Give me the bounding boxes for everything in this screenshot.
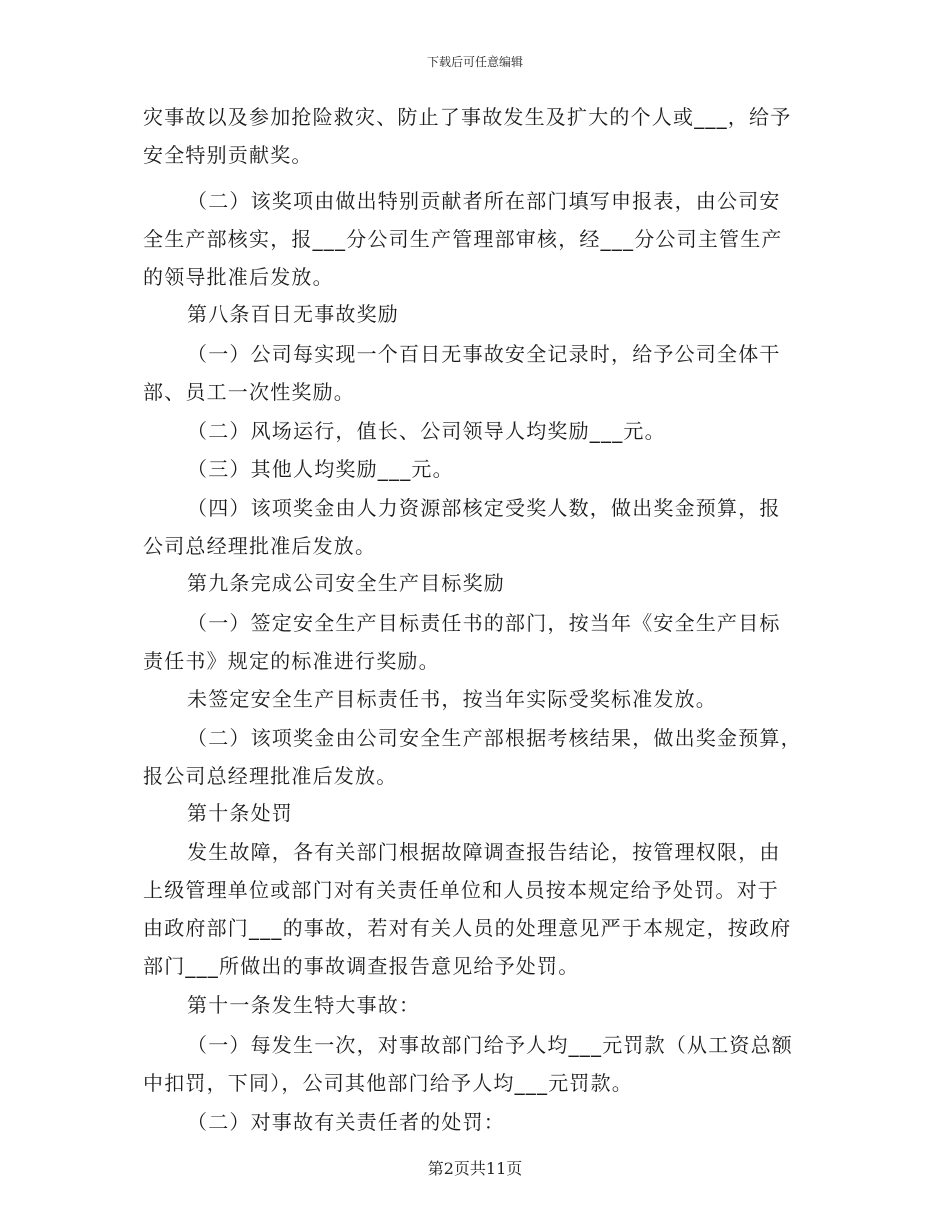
text-line: 部门___所做出的事故调查报告意见给予处罚。 [143,954,580,978]
text-line: 由政府部门___的事故，若对有关人员的处理意见严于本规定，按政府 [143,916,792,940]
text-line: 第八条百日无事故奖励 [187,302,399,326]
text-line: 灾事故以及参加抢险救灾、防止了事故发生及扩大的个人或___，给予 [143,105,792,129]
text-line: 第十条处罚 [187,801,293,825]
text-line: 第九条完成公司安全生产目标奖励 [187,571,505,595]
text-line: （一）签定安全生产目标责任书的部门，按当年《安全生产目标 [187,611,781,635]
text-line: 责任书》规定的标准进行奖励。 [143,649,440,673]
text-line: （一）每发生一次，对事故部门给予人均___元罚款（从工资总额 [187,1033,793,1057]
text-line: 安全特别贡献奖。 [143,143,313,167]
text-line: （二）该项奖金由公司安全生产部根据考核结果，做出奖金预算， [187,726,802,750]
text-line: （二）该奖项由做出特别贡献者所在部门填写申报表，由公司安 [187,189,781,213]
text-line: 公司总经理批准后发放。 [143,534,377,558]
text-line: 上级管理单位或部门对有关责任单位和人员按本规定给予处罚。对于 [143,878,779,902]
text-line: 部、员工一次性奖励。 [143,380,355,404]
page-footer: 第2页共11页 [427,1159,523,1178]
text-line: （一）公司每实现一个百日无事故安全记录时，给予公司全体干 [187,342,781,366]
text-line: （三）其他人均奖励___元。 [187,457,454,481]
text-line: 发生故障，各有关部门根据故障调查报告结论，按管理权限，由 [187,840,781,864]
text-line: （四）该项奖金由人力资源部核定受奖人数，做出奖金预算，报 [187,496,781,520]
text-line: 第十一条发生特大事故： [187,993,421,1017]
text-line: 的领导批准后发放。 [143,265,334,289]
page-header: 下载后可任意编辑 [426,55,523,69]
text-line: （二）对事故有关责任者的处罚： [187,1110,505,1134]
text-line: 报公司总经理批准后发放。 [143,764,398,788]
text-line: 未签定安全生产目标责任书，按当年实际受奖标准发放。 [187,687,717,711]
text-line: 全生产部核实，报___分公司生产管理部审核，经___分公司主管生产 [143,227,783,251]
text-line: 中扣罚，下同），公司其他部门给予人均___元罚款。 [143,1071,633,1095]
text-line: （二）风场运行，值长、公司领导人均奖励___元。 [187,419,666,443]
